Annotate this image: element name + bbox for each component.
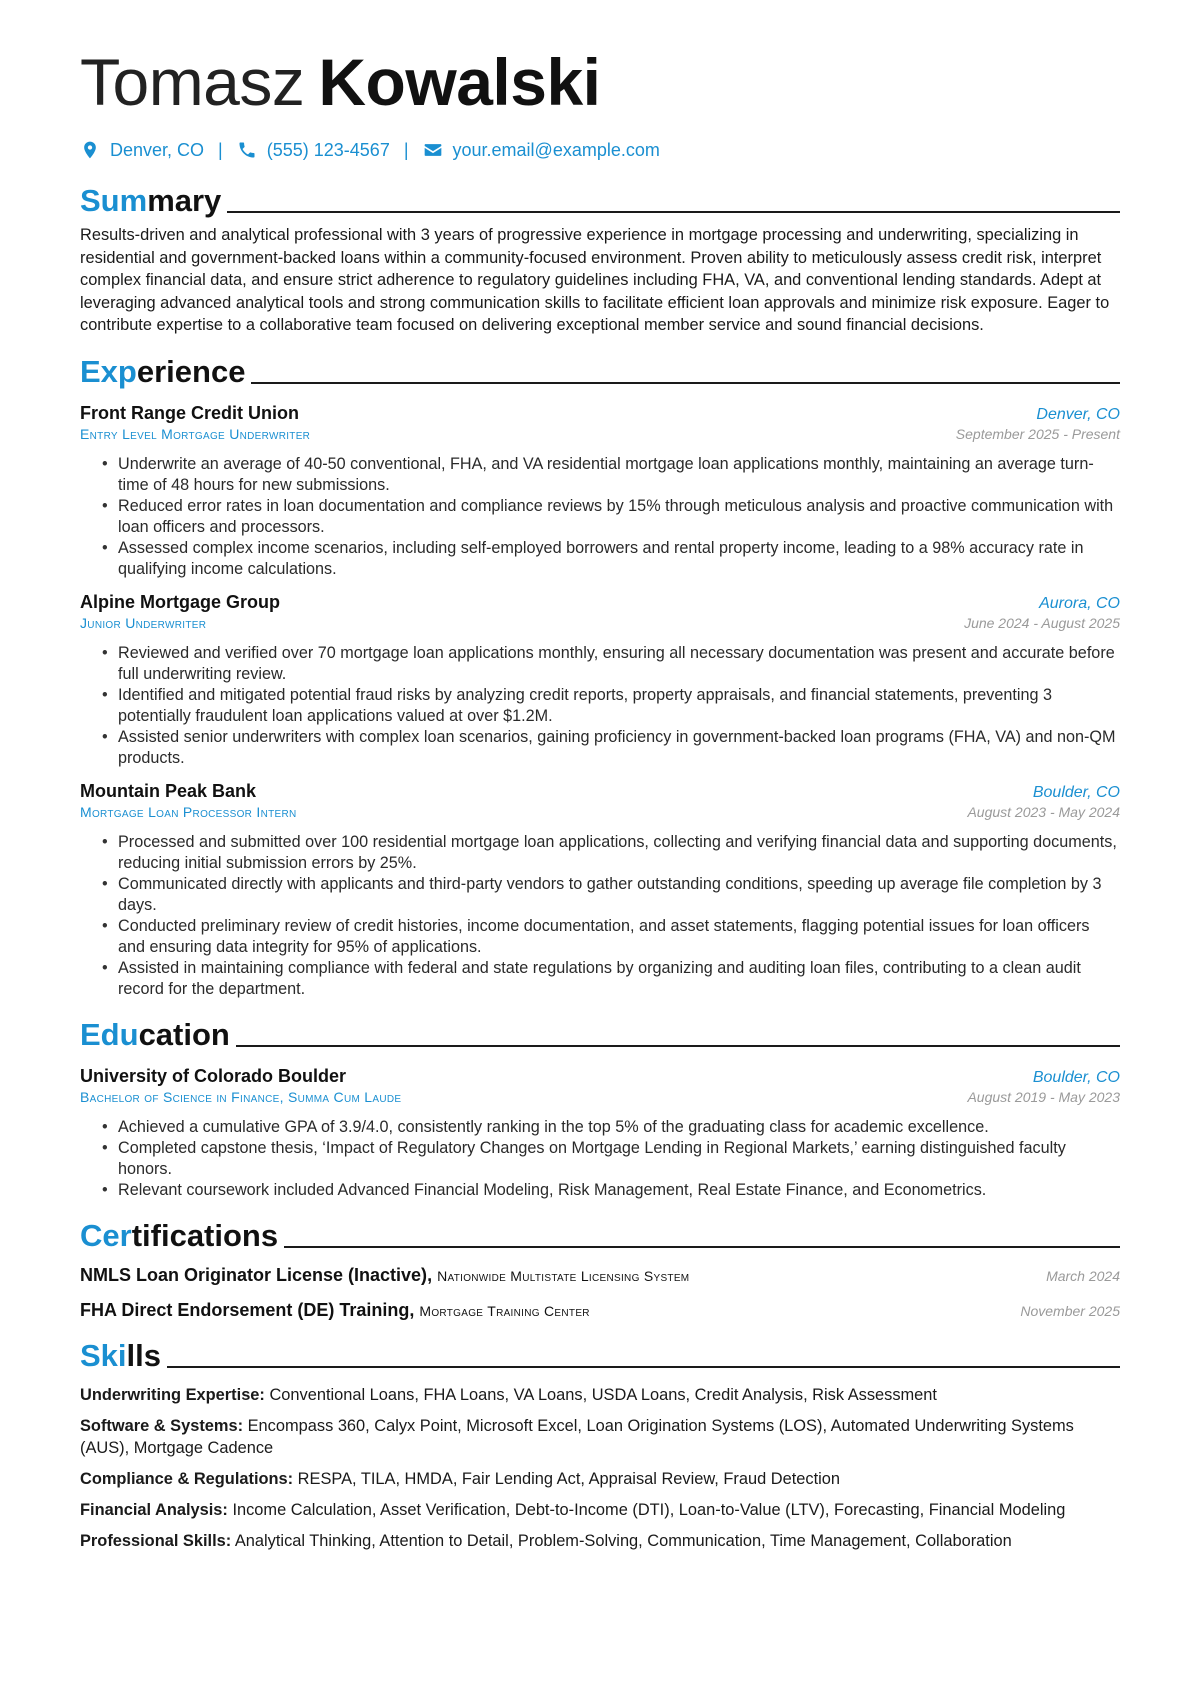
section-divider [251, 382, 1120, 384]
section-title: Summary [80, 183, 222, 218]
job-location: Denver, CO [1036, 405, 1120, 423]
certification-date: November 2025 [1020, 1302, 1120, 1319]
degree: Bachelor of Science in Finance, Summa Cum Laude [80, 1088, 402, 1105]
education-bullets [80, 1117, 1120, 1201]
employer-name: Alpine Mortgage Group [80, 591, 280, 612]
section-header [80, 1014, 1120, 1054]
job-title: Junior Underwriter [80, 614, 207, 631]
phone-text[interactable]: (555) 123-4567 [266, 139, 390, 160]
job-dates: August 2023 - May 2024 [967, 803, 1120, 820]
candidate-name [80, 40, 1120, 124]
skill-category: Software & Systems: [80, 1416, 244, 1435]
job-title: Entry Level Mortgage Underwriter [80, 425, 311, 442]
job-bullets [80, 832, 1120, 1000]
phone-icon [237, 140, 257, 160]
certification-entry: FHA Direct Endorsement (DE) Training, Mortgage Training Center November 2025 [80, 1299, 1120, 1320]
education-section [80, 1014, 1120, 1201]
employer-name: Mountain Peak Bank [80, 780, 257, 801]
job-title: Mortgage Loan Processor Intern [80, 803, 297, 820]
bullet-item: • Achieved a cumulative GPA of 3.9/4.0, consistently ranking in the top 5% of the graduating class for academic excellence. [118, 1117, 1120, 1138]
job-location: Aurora, CO [1039, 594, 1120, 612]
certifications-section [80, 1215, 1120, 1321]
bullet-item: • Reviewed and verified over 70 mortgage loan applications monthly, ensuring all necessary documentation was present and accurate before full underwriting review. [118, 643, 1120, 685]
section-title: Experience [80, 353, 246, 389]
skill-row [80, 1468, 1120, 1490]
bullet-item: • Reduced error rates in loan documentation and compliance reviews by 15% through meticulous analysis and proactive communication with loan officers and processors. [118, 496, 1120, 538]
contact-separator: | [403, 139, 409, 160]
bullet-item: • Relevant coursework included Advanced Financial Modeling, Risk Management, Real Estate Finance, and Econometrics. [118, 1180, 1120, 1201]
skill-category: Compliance & Regulations: [80, 1469, 294, 1488]
certification-issuer: Nationwide Multistate Licensing System [437, 1267, 690, 1284]
bullet-item: • Conducted preliminary review of credit histories, income documentation, and asset statements, flagging potential issues for loan officers and ensuring data integrity for 95% of applications. [118, 916, 1120, 958]
experience-section [80, 351, 1120, 1000]
employer-name: Front Range Credit Union [80, 402, 299, 423]
certification-name: NMLS Loan Originator License (Inactive) [80, 1264, 428, 1285]
section-header [80, 351, 1120, 391]
contact-bar [80, 136, 1120, 164]
email-link[interactable]: your.email@example.com [452, 139, 660, 160]
contact-email[interactable] [423, 140, 660, 161]
section-divider [236, 1045, 1120, 1047]
bullet-item: • Completed capstone thesis, ‘Impact of Regulatory Changes on Mortgage Lending in Regional Markets,’ earning distinguished faculty honors. [118, 1138, 1120, 1180]
section-title: Education [80, 1016, 230, 1052]
section-title: Skills [80, 1337, 161, 1373]
school-location: Boulder, CO [1032, 1068, 1120, 1086]
skill-category: Financial Analysis: [80, 1500, 228, 1519]
section-divider [167, 1366, 1120, 1368]
education-entry [80, 1066, 1120, 1201]
section-header [80, 1335, 1120, 1375]
skill-row [80, 1530, 1120, 1552]
last-name: Kowalski [318, 45, 601, 119]
summary-section [80, 180, 1120, 337]
location-text: Denver, CO [110, 139, 205, 160]
bullet-item: • Underwrite an average of 40-50 conventional, FHA, and VA residential mortgage loan applications monthly, maintaining an average turn-time of 48 hours for new submissions. [118, 454, 1120, 496]
skill-list: Encompass 360, Calyx Point, Microsoft Excel, Loan Origination Systems (LOS), Automated Underwriting Systems (AUS), Mortgage Cadence [80, 1416, 1074, 1457]
skill-list: Conventional Loans, FHA Loans, VA Loans, USDA Loans, Credit Analysis, Risk Assessment [269, 1385, 937, 1404]
resume-page [80, 40, 1120, 1552]
job-dates: September 2025 - Present [955, 425, 1120, 442]
skill-row [80, 1384, 1120, 1406]
job-bullets [80, 454, 1120, 580]
skill-row [80, 1499, 1120, 1521]
bullet-item: • Identified and mitigated potential fraud risks by analyzing credit reports, property appraisals, and financial statements, preventing 3 potentially fraudulent loan applications valued at over $1.2M. [118, 685, 1120, 727]
school-dates: August 2019 - May 2023 [967, 1088, 1120, 1105]
envelope-icon [423, 140, 443, 160]
school-name: University of Colorado Boulder [80, 1065, 347, 1086]
certification-entry: NMLS Loan Originator License (Inactive), Nationwide Multistate Licensing System March 2024 [80, 1264, 1120, 1285]
first-name: Tomasz [80, 45, 305, 119]
bullet-item: • Processed and submitted over 100 residential mortgage loan applications, collecting and verifying financial data and supporting documents, reducing initial submission errors by 25%. [118, 832, 1120, 874]
section-title: Certifications [80, 1217, 279, 1253]
bullet-item: • Assessed complex income scenarios, including self-employed borrowers and rental property income, leading to a 98% accuracy rate in qualifying income calculations. [118, 538, 1120, 580]
bullet-item: • Communicated directly with applicants and third-party vendors to gather outstanding conditions, speeding up average file completion by 3 days. [118, 874, 1120, 916]
skill-category: Underwriting Expertise: [80, 1385, 265, 1404]
job-location: Boulder, CO [1032, 783, 1120, 801]
job-dates: June 2024 - August 2025 [964, 614, 1120, 631]
bullet-item: • Assisted senior underwriters with complex loan scenarios, gaining proficiency in government-backed loan programs (FHA, VA) and non-QM products. [118, 727, 1120, 769]
certification-date: March 2024 [1046, 1267, 1120, 1284]
job-entry [80, 781, 1120, 1000]
section-divider [227, 211, 1120, 213]
skills-section [80, 1335, 1120, 1552]
skill-row [80, 1415, 1120, 1459]
skill-category: Professional Skills: [80, 1531, 232, 1550]
job-bullets [80, 643, 1120, 769]
contact-phone[interactable] [237, 140, 390, 161]
job-entry [80, 592, 1120, 769]
skill-list: Income Calculation, Asset Verification, Debt-to-Income (DTI), Loan-to-Value (LTV), Forecasting, Financial Modeling [232, 1500, 1066, 1519]
contact-separator: | [218, 139, 223, 160]
skill-list: Analytical Thinking, Attention to Detail, Problem-Solving, Communication, Time Management, Collaboration [234, 1531, 1012, 1550]
skill-list: RESPA, TILA, HMDA, Fair Lending Act, Appraisal Review, Fraud Detection [297, 1469, 841, 1488]
section-divider [284, 1246, 1120, 1248]
section-header [80, 180, 1120, 220]
section-header [80, 1215, 1120, 1255]
bullet-item: • Assisted in maintaining compliance with federal and state regulations by organizing and auditing loan files, contributing to a clean audit record for the department. [118, 958, 1120, 1000]
certification-issuer: Mortgage Training Center [419, 1302, 590, 1319]
contact-location [80, 140, 204, 161]
job-entry [80, 403, 1120, 580]
summary-text: Results-driven and analytical professional with 3 years of progressive experience in mortgage processing and underwriting, specializing in residential and government-backed loans within a community-focused environment. Proven ability to meticulously assess credit risk, interpret complex financial data, and ensure strict adherence to regulatory guidelines including FHA, VA, and conventional lending standards. Adept at leveraging advanced analytical tools and strong communication skills to facilitate efficient loan approvals and minimize risk exposure. Eager to contribute expertise to a collaborative team focused on delivering exceptional member service and sound financial decisions. [80, 226, 1110, 335]
certification-name: FHA Direct Endorsement (DE) Training [80, 1299, 410, 1320]
map-pin-icon [80, 140, 100, 160]
